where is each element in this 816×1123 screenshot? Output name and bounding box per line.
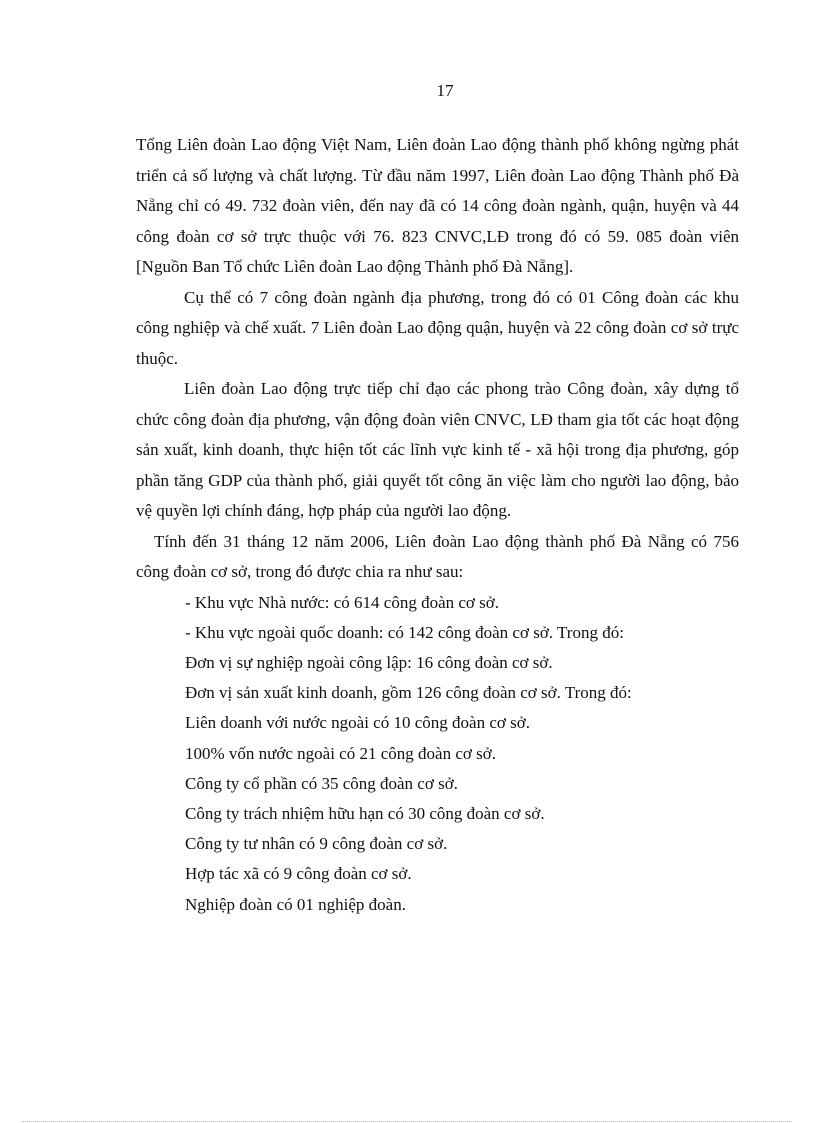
document-body bbox=[136, 130, 739, 920]
paragraph-union-growth: Tổng Liên đoàn Lao động Việt Nam, Liên đoàn Lao động thành phố không ngừng phát triển cả số lượng và chất lượng. Từ đầu năm 1997, Liên đoàn Lao động Thành phố Đà Nẵng chỉ có 49. 732 đoàn viên, đến nay đã có 14 công đoàn ngành, quận, huyện và 44 công đoàn cơ sở trực thuộc với 76. 823 CNVC,LĐ trong đó có 59. 085 đoàn viên [Nguồn Ban Tổ chức Lìên đoàn Lao động Thành phố Đà Nẵng]. bbox=[136, 135, 739, 276]
list-item: - Khu vực Nhà nước: có 614 công đoàn cơ sở. bbox=[185, 592, 500, 612]
paragraph-local-unions: Cụ thể có 7 công đoàn ngành địa phương, trong đó có 01 Công đoàn các khu công nghiệp và chế xuất. 7 Liên đoàn Lao động quận, huyện và 22 công đoàn cơ sở trực thuộc. bbox=[136, 287, 739, 368]
list-item: Công ty tư nhân có 9 công đoàn cơ sở. bbox=[185, 834, 448, 854]
union-breakdown-list bbox=[136, 588, 739, 920]
list-item: Đơn vị sản xuất kinh doanh, gồm 126 công đoàn cơ sở. Trong đó: bbox=[185, 683, 632, 703]
list-item: 100% vốn nước ngoài có 21 công đoàn cơ sở. bbox=[185, 743, 496, 763]
paragraph-direct-leadership: Liên đoàn Lao động trực tiếp chỉ đạo các phong trào Công đoàn, xây dựng tổ chức công đoàn địa phương, vận động đoàn viên CNVC, LĐ tham gia tốt các hoạt động sản xuất, kinh doanh, thực hiện tốt các lĩnh vực kinh tế - xã hội trong địa phương, góp phần tăng GDP của thành phố, giải quyết tốt công ăn việc làm cho người lao động, bảo vệ quyền lợi chính đáng, hợp pháp của người lao động. bbox=[136, 379, 739, 520]
page-bottom-divider bbox=[22, 1121, 792, 1122]
list-item: Nghiệp đoàn có 01 nghiệp đoàn. bbox=[185, 894, 406, 914]
list-item: Đơn vị sự nghiệp ngoài công lập: 16 công đoàn cơ sở. bbox=[185, 652, 553, 672]
list-item: Hợp tác xã có 9 công đoàn cơ sở. bbox=[185, 864, 412, 884]
list-item: Liên doanh với nước ngoài có 10 công đoàn cơ sở. bbox=[185, 713, 530, 733]
list-item: - Khu vực ngoài quốc doanh: có 142 công đoàn cơ sở. Trong đó: bbox=[185, 622, 624, 642]
list-item: Công ty cổ phần có 35 công đoàn cơ sở. bbox=[185, 773, 458, 793]
list-item: Công ty trách nhiệm hữu hạn có 30 công đoàn cơ sở. bbox=[185, 803, 545, 823]
page-number: 17 bbox=[436, 81, 454, 100]
paragraph-2006-statistics: Tính đến 31 tháng 12 năm 2006, Liên đoàn Lao động thành phố Đà Nẵng có 756 công đoàn cơ sở, trong đó được chia ra như sau: bbox=[136, 531, 739, 581]
